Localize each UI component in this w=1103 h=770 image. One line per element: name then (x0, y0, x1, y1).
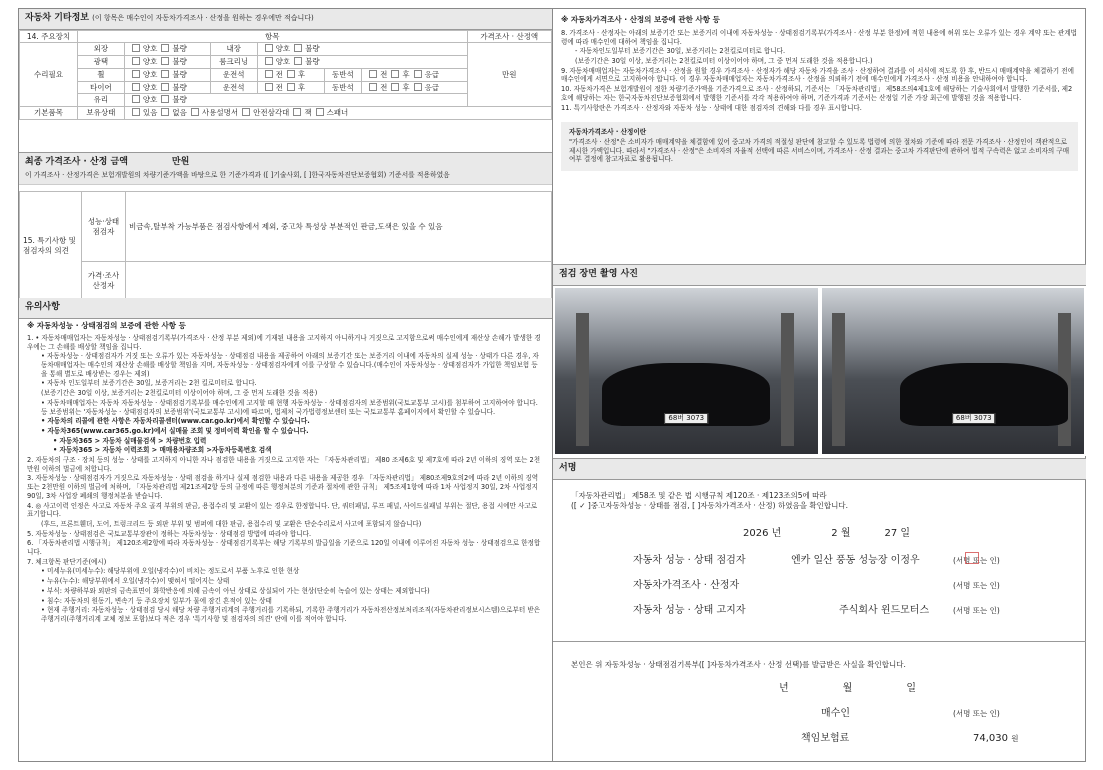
perf-label: 성능·상태 점검자 (82, 192, 126, 262)
repair-label: 수리필요 (20, 43, 78, 107)
inspector-label: 자동차 성능 · 상태 점검자 (633, 555, 746, 566)
seal-stamp (965, 552, 979, 564)
inspection-photo: 68버 3073 (822, 288, 1085, 454)
row-label: 유리 (78, 94, 125, 107)
row-label: 룸크리닝 (210, 56, 257, 69)
appraisal-info-box: 자동차가격조사 · 산정이란 "가격조사 · 산정"은 소비자가 매매계약을 체결함에 있어 중고차 가격의 적절성 판단에 참고할 수 있도록 법령에 의한 절차와 기준에 따라 전문 가격조사 · 산정인이 객관적으로 제시한 가액입니다. 따라서 "가격조사 · 산정"은 소비자의 자율적 선택에 따른 서비스이며, 가격조사 · 산정 결과는 중고차 가격판단에 관하여 법적 구속력은 없고 소비자의 구매여부 결정에 참고자료로 활용됩니다. (561, 122, 1078, 171)
notice-header: 유의사항 (19, 298, 552, 319)
receipt-date: 년 월 일 (779, 683, 917, 694)
row-label: 광택 (78, 56, 125, 69)
equip-label: 14. 주요장치 (20, 30, 78, 43)
special-label: 15. 특기사항 및 점검자의 의견 (20, 192, 82, 300)
fee-label: 책임보험료 (801, 733, 850, 744)
row-label: 운전석 (210, 68, 257, 81)
price-value: 만원 (467, 43, 552, 107)
fee-amount: 74,030 원 (973, 733, 1019, 744)
row-label: 외장 (78, 43, 125, 56)
document (18, 8, 1086, 762)
receipt-text: 본인은 위 자동차성능 · 상태점검기록부([ ]자동차가격조사 · 산정 선택)를 발급받은 사실을 확인합니다. (571, 660, 906, 669)
inspection-photos (553, 286, 1086, 456)
right-column (553, 9, 1086, 761)
price-notes: ※ 자동차가격조사 · 산정의 보증에 관한 사항 등 8. 가격조사 · 산정자는 아래의 보증기간 또는 보증거리 이내에 자동차성능 · 상태점검기록부(가격조사 · 산정 부분 한정)에 적힌 내용에 허위 또는 오류가 있는 경우 계약 또는 관계법령에 따라 매수인에 대하여 책임을 집니다. - 자동차인도일부터 보증기간은 30일, 보증거리는 2천킬로미터로 합니다. (보증기간은 30일 이상, 보증거리는 2천킬로미터 이상이어야 하며, 그 중 먼저 도래한 것을 적용합니다.) 9. 자동차매매업자는 자동차가격조사 · 산정을 원할 경우 가격조사 · 산정자가 해당 자동차 가격을 조사 · 산정하여 결과를 이 서식에 적도록 한 후, 반드시 매매계약을 체결하기 전에 매수인에게 서면으로 고지하여야 합니다. 이 경우 자동차매매업자는 자동차가격조사 · 산정을 의뢰하기 전에 매수인에게 가격조사 · 산정 비용을 안내하여야 합니다. 10. 자동차가격은 보험개발원이 정한 차량기준가액을 기준가격으로 조사 · 산정하되, 기준서는 「자동차관리법」 제58조의4제1호에 해당하는 기술사회에서 발행한 기준서를, 제2호에 해당하는 자는 한국자동차진단보증협회에서 발행한 기준서를 각각 적용하여야 하며, 기준가격과 기준서는 산정일 기준 가장 최근에 발행된 것을 적용합니다. 11. 특기사항란은 가격조사 · 산정자와 자동차 성능 · 상태에 대한 점검자의 견해와 다를 경우 표시합니다. 자동차가격조사 · 산정이란 "가격조사 · 산정"은 소비자가 매매계약을 체결함에 있어 중고차 가격의 적절성 판단에 참고할 수 있도록 법령에 의한 절차와 기준에 따라 전문 가격조사 · 산정인이 객관적으로 제시한 가액입니다. 따라서 "가격조사 · 산정"은 소비자의 자율적 선택에 따른 서비스이며, 가격조사 · 산정 결과는 중고차 가격판단에 관하여 법적 구속력은 없고 소비자의 구매여부 결정에 참고자료로 활용됩니다. (553, 9, 1086, 174)
appraiser-note: (서명 또는 인) (953, 581, 1000, 590)
left-column (19, 9, 553, 761)
notifier-note: (서명 또는 인) (953, 606, 1000, 615)
sign-date: 2026 년 2 월 27 일 (743, 528, 911, 539)
photo-header: 점검 장면 촬영 사진 (553, 264, 1086, 286)
row-label: 동반석 (324, 68, 361, 81)
notifier-label: 자동차 성능 · 상태 고지자 (633, 605, 746, 616)
item-label: 항목 (78, 30, 468, 43)
seal-note: (서명 또는 인) (953, 556, 1000, 565)
row-label: 운전석 (210, 81, 257, 94)
inspector-name: 엔카 일산 풍동 성능장 이정우 (791, 555, 920, 566)
buyer-label: 매수인 (821, 708, 850, 719)
sign-header: 서명 (553, 458, 1086, 480)
notice-notes: ※ 자동차성능 · 상태점검의 보증에 관한 사항 등 1. • 자동차매매업자는 자동차성능 · 상태점검기록부(가격조사 · 산정 부분 제외)에 기재된 내용을 고지하지 아니하거나 거짓으로 고지함으로써 매수인에게 재산상 손해가 발생한 경우에는 그 손해를 배상할 책임을 집니다. • 자동차성능 · 상태점검자가 거짓 또는 오류가 있는 자동차성능 · 상태점검 내용을 제공하여 아래의 보증기간 또는 보증거리 이내에 자동차의 실제 성능 · 상태가 다른 경우, 자동차매매업자는 매수인의 재산상 손해를 배상할 책임을 지며, 자동차성능 · 상태점검자에게 이를 구상할 수 있습니다.(매수인이 자동차성능 · 상태점검자가 가입한 책임보험 등을 통해 별도로 배상받는 경우는 제외) • 자동차 인도일부터 보증기간은 30일, 보증거리는 2천 킬로미터로 합니다. (보증기간은 30일 이상, 보증거리는 2천킬로미터 이상이어야 하며, 그 중 먼저 도래한 것을 적용) • 자동차매매업자는 자동차 자동차성능 · 상태점검기록부를 매수인에게 고지할 때 현행 자동차성능 · 상태점검자의 보증범위(국토교통부 고시)를 첨부하여 고지하여야 합니다. 등 보증범위는 '자동차성능 · 상태점검자의 보증범위'(국토교통부 고시)에 따르며, 법제처 국가법령정보센터 또는 국토교통부 홈페이지에서 확인할 수 있습니다. • 자동차의 리콜에 관한 사항은 자동차리콜센터(www.car.go.kr)에서 확인할 수 있습니다. • 자동차365(www.car365.go.kr)에서 실매물 조회 및 정비이력 확인을 할 수 있습니다. • 자동차365 > 자동차 실매물검색 > 차량번호 입력 • 자동차365 > 자동차 이력조회 > 매매용차량조회 >자동차등록번호 검색 2. 자동차의 구조 · 장치 등의 성능 · 상태를 고지하지 아니한 자나 점검한 내용을 거짓으로 고지한 자는 「자동차관리법」 제80 조제6호 및 제7호에 따라 2년 이하의 징역 또는 2천만원 이하의 벌금에 처합니다. 3. 자동차성능 · 상태점검자가 거짓으로 자동차성능 · 상태 점검을 하거나 실제 점검한 내용과 다른 내용을 제공한 경우 「자동차관리법」 제80조제9호의2에 따라 2년 이하의 징역 또는 2천만원 이하의 벌금에 처하며, 「자동차관리법 제21조제2항 등의 규정에 따른 행정처분의 기준과 절차에 관한 규칙」 제5조제1항에 따라 1차 사업정지 30일, 2차 사업정지 90일, 3차 사업장 폐쇄의 행정처분을 받습니다. 4. ◎ 사고이력 인정은 사고로 자동차 주요 골격 부위의 판금, 용접수리 및 교환이 있는 경우로 한정합니다. 단, 쿼터패널, 루프 패널, 사이드실패널 부위는 절단, 용접 시에만 사고로 표기합니다. (후드, 프론트휀더, 도어, 트렁크리드 등 외판 부위 및 범퍼에 대한 판금, 용접수리 및 교환은 단순수리로서 사고에 포함되지 않습니다) 5. 자동차성능 · 상태점검은 국토교통부장관이 정하는 자동차성능 · 상태점검 방법에 따라야 합니다. 6. 「자동차관리법 시행규칙」 제120조제2항에 따라 자동차성능 · 상태점검기록부는 해당 기록부의 발급일을 기준으로 120일 이내에 이루어진 자동차 성능 · 상태점검으로 한정합니다. 7. 체크항목 판단기준(예시) • 미세누유(미세누수): 해당부위에 오일(냉각수)이 비치는 정도로서 부품 노후로 인한 현상 • 누유(누수): 해당부위에서 오일(냉각수)이 맺혀서 떨어지는 상태 • 부식: 차량하부와 외판의 금속표면이 화학반응에 의해 금속이 아닌 상태로 상실되어 가는 현상(단순히 녹슬어 있는 상태는 제외합니다) • 침수: 자동차의 원동기, 변속기 등 주요장치 일부가 물에 잠긴 흔적이 있는 상태 • 현재 주행거리: 자동차성능 · 상태점검 당시 해당 차량 주행거리계의 주행거리를 기록하되, 기록한 주행거리가 자동차전산정보처리조직(자동차관리정보시스템)으로부터 받은 주행거리(주행거리계 교체 정보 포함)보다 적은 경우 '특기사항 및 점검자의 의견' 란에 이를 적어야 합니다. (27, 321, 541, 623)
sign-statement: 「자동차관리법」 제58조 및 같은 법 시행규칙 제120조 · 제123조의5에 따라 ([ ✓ ]중고자동차성능 · 상태를 점검, [ ]자동차가격조사 · 산정) 하였음을 확인합니다. (571, 491, 848, 510)
equipment-table: 14. 주요장치 항목 가격조사 · 산정액 수리필요 외장 양호 불량 내장 양호 불량 만원 광택 양호 불량 룸크리닝 양호 불량 휠 양호 불량 운전석 전 후 동반석 전 후 응급 타이어 양호 불량 운전석 전 후 동반석 전 후 응급 유리 양호 불량 기본품목 보유상태 있음 없음 사용설명서 안전삼각대 잭 스패너 (19, 30, 552, 120)
buyer-note: (서명 또는 인) (953, 709, 1000, 718)
price-label: 가격조사 · 산정액 (467, 30, 552, 43)
basic-label: 기본품목 (20, 107, 78, 120)
inspection-photo: 68버 3073 (555, 288, 818, 454)
appraiser-label: 자동차가격조사 · 산정자 (633, 580, 740, 591)
row-label: 휠 (78, 68, 125, 81)
row-label: 타이어 (78, 81, 125, 94)
final-amount-box: 최종 가격조사 · 산정 금액 만원 이 가격조사 · 산정가격은 보험개발원의 차량기준가액을 바탕으로 한 기준가격과 ([ ]기술사회, [ ]한국자동차진단보증협회) 기준서를 적용하였음 (19, 152, 552, 185)
basic-key: 보유상태 (78, 107, 125, 120)
price-inspector-label: 가격·조사 산정자 (82, 262, 126, 300)
row-label: 동반석 (324, 81, 361, 94)
section-header-vehicle-info: 자동차 기타정보 (이 항목은 매수인이 자동차가격조사 · 산정을 원하는 경우에만 적습니다) (19, 9, 552, 30)
notifier-name: 주식회사 윈드모터스 (839, 605, 930, 616)
row-label: 내장 (210, 43, 257, 56)
perf-text: 비금속,탈부착 가능부품은 점검사항에서 제외, 중고차 특성상 부분적인 판금,도색은 있을 수 있음 (126, 192, 552, 262)
special-table (19, 191, 552, 300)
